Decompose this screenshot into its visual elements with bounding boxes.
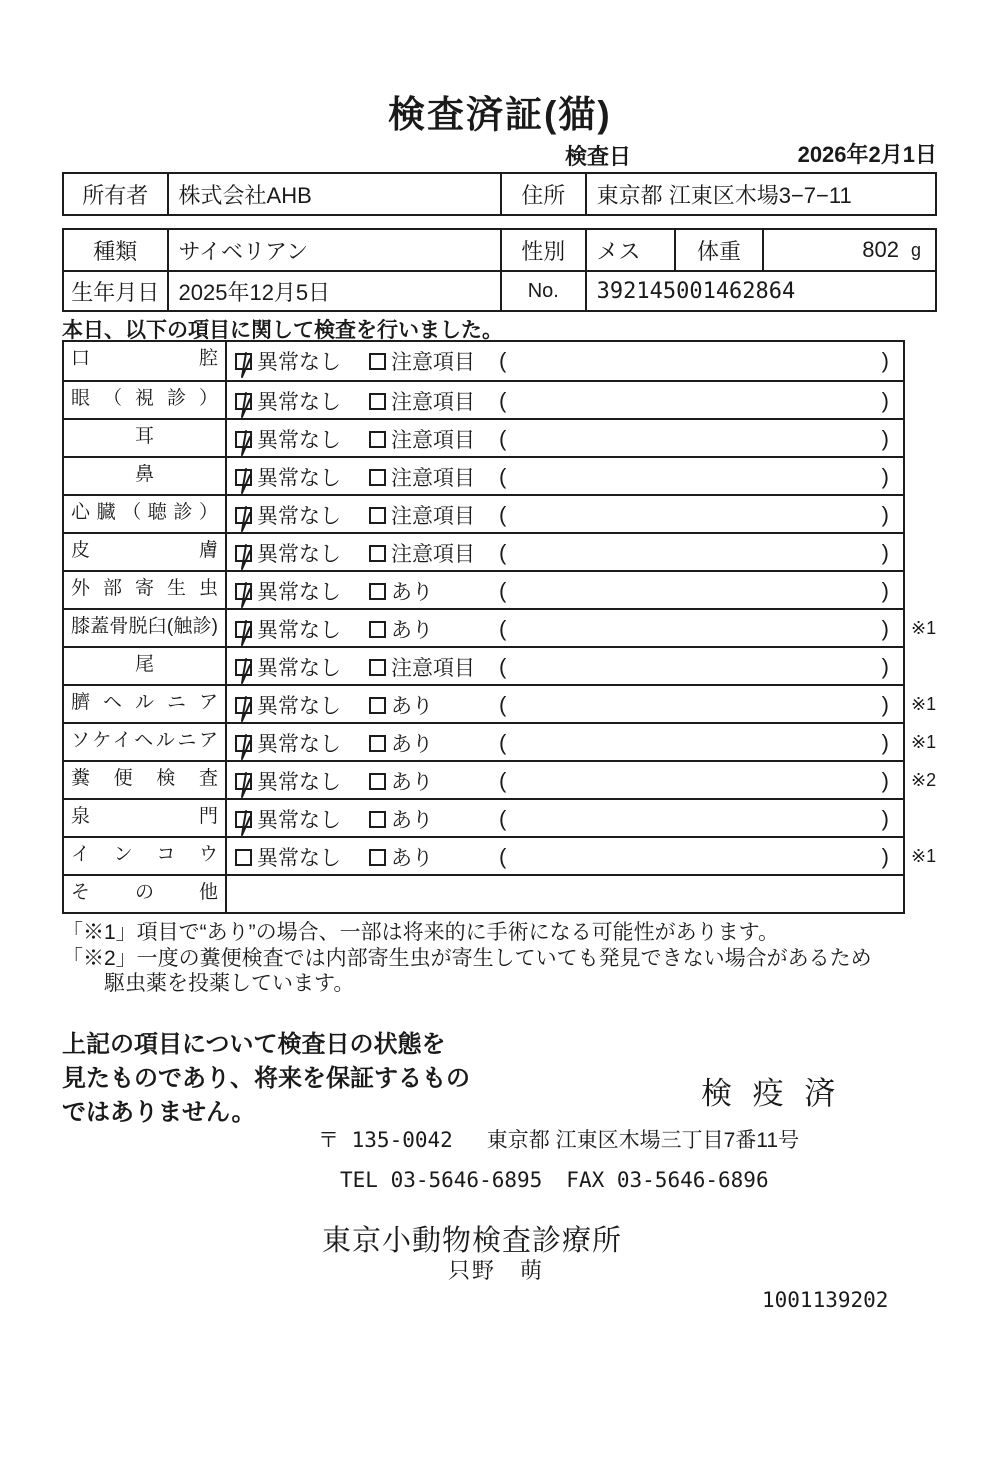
item-label: ソケイヘルニア xyxy=(64,724,227,760)
checkbox-no-abnormality xyxy=(235,353,252,370)
clinic-address-line xyxy=(318,1124,799,1154)
clinic-contact-line xyxy=(340,1168,769,1192)
checklist-row-eyes xyxy=(64,380,903,418)
owner-row xyxy=(64,174,935,214)
number-value: 392145001462864 xyxy=(585,272,935,310)
checkbox-attention-label: 注意項目 xyxy=(391,467,475,490)
checklist-row-fontanelle xyxy=(64,798,903,836)
checkbox-present-label: あり xyxy=(391,847,433,870)
handwritten-check-icon xyxy=(242,735,250,759)
item-label: 口腔 xyxy=(64,342,227,380)
number-label: No. xyxy=(500,272,585,310)
checkbox-attention-label: 注意項目 xyxy=(391,429,475,452)
owner-table xyxy=(62,172,937,216)
checkbox-no-abnormality xyxy=(235,393,252,410)
birthdate-label: 生年月日 xyxy=(71,279,160,305)
postal-code: 〒 135-0042 xyxy=(318,1128,453,1152)
paren-open: ( xyxy=(499,578,507,603)
item-result xyxy=(227,382,903,418)
item-label: 膝蓋骨脱臼(触診) xyxy=(64,610,227,646)
checkbox-no-abnormality-label: 異常なし xyxy=(257,351,341,374)
paren-open: ( xyxy=(499,844,507,869)
species-label: 種類 xyxy=(93,238,138,264)
checkbox-attention xyxy=(369,507,386,524)
checkbox-present-label: あり xyxy=(391,733,433,756)
paren-close: ) xyxy=(881,464,889,489)
handwritten-check-icon xyxy=(242,811,250,835)
checklist-row-patella xyxy=(64,608,937,646)
item-result xyxy=(227,762,903,798)
handwritten-check-icon xyxy=(242,659,250,683)
sex-value: メス xyxy=(585,230,675,270)
handwritten-check-icon xyxy=(242,469,250,493)
checkbox-no-abnormality xyxy=(235,697,252,714)
footnote-marker: ※1 xyxy=(911,694,937,714)
checkbox-no-abnormality xyxy=(235,659,252,676)
paren-close: ) xyxy=(881,806,889,831)
checkbox-attention-label: 注意項目 xyxy=(391,391,475,414)
checkbox-no-abnormality-label: 異常なし xyxy=(257,695,341,718)
checkbox-no-abnormality-label: 異常なし xyxy=(257,847,341,870)
item-label: 泉門 xyxy=(64,800,227,836)
checkbox-present xyxy=(369,773,386,790)
disclaimer-line-2: 見たものであり、将来を保証するもの xyxy=(62,1065,470,1093)
checklist-row-umbilical-hernia xyxy=(64,684,937,722)
paren-close: ) xyxy=(881,426,889,451)
checkbox-no-abnormality xyxy=(235,431,252,448)
handwritten-check-icon xyxy=(242,431,250,455)
checkbox-attention-label: 注意項目 xyxy=(391,505,475,528)
paren-open: ( xyxy=(499,692,507,717)
clinic-address: 東京都 江東区木場三丁目7番11号 xyxy=(486,1129,800,1152)
checkbox-no-abnormality-label: 異常なし xyxy=(257,733,341,756)
checkbox-present xyxy=(369,621,386,638)
paren-open: ( xyxy=(499,348,507,373)
checklist-table xyxy=(62,340,937,914)
item-result xyxy=(227,342,903,380)
footnote-marker: ※1 xyxy=(911,618,937,638)
checkbox-no-abnormality-label: 異常なし xyxy=(257,657,341,680)
species-row xyxy=(64,230,935,270)
examiner-name: 只野 萌 xyxy=(448,1258,545,1283)
paren-close: ) xyxy=(881,730,889,755)
paren-open: ( xyxy=(499,426,507,451)
checkbox-no-abnormality xyxy=(235,849,252,866)
checkbox-attention-label: 注意項目 xyxy=(391,657,475,680)
sex-label: 性別 xyxy=(500,230,585,270)
checkbox-present-label: あり xyxy=(391,771,433,794)
item-label: 眼（視診） xyxy=(64,382,227,418)
document-title: 検査済証(猫) xyxy=(388,94,612,135)
checkbox-present xyxy=(369,583,386,600)
checkbox-no-abnormality-label: 異常なし xyxy=(257,429,341,452)
item-result xyxy=(227,648,903,684)
footnote-marker: ※1 xyxy=(911,846,937,866)
checklist-row-ears xyxy=(64,418,903,456)
checkbox-no-abnormality-label: 異常なし xyxy=(257,391,341,414)
footnote-2: 「※2」一度の糞便検査では内部寄生虫が寄生していても発見できない場合があるため xyxy=(62,947,872,970)
disclaimer-line-1: 上記の項目について検査日の状態を xyxy=(62,1031,446,1058)
weight-label: 体重 xyxy=(674,230,762,270)
item-label: 尾 xyxy=(64,648,227,684)
footnote-marker: ※2 xyxy=(911,770,937,790)
birthdate-value: 2025年12月5日 xyxy=(167,272,500,310)
handwritten-check-icon xyxy=(242,393,250,417)
handwritten-check-icon xyxy=(242,621,250,645)
item-label: インコウ xyxy=(64,838,227,874)
checklist-row-inguinal-hernia xyxy=(64,722,937,760)
weight-number: 802 xyxy=(862,237,899,262)
item-result xyxy=(227,458,903,494)
paren-close: ) xyxy=(881,578,889,603)
checkbox-no-abnormality-label: 異常なし xyxy=(257,619,341,642)
paren-close: ) xyxy=(881,692,889,717)
checkbox-present xyxy=(369,849,386,866)
checkbox-no-abnormality xyxy=(235,583,252,600)
item-label: その他 xyxy=(64,876,227,912)
weight-unit: g xyxy=(910,239,921,260)
checkbox-no-abnormality-label: 異常なし xyxy=(257,581,341,604)
paren-close: ) xyxy=(881,348,889,373)
paren-close: ) xyxy=(881,388,889,413)
checklist-row-skin xyxy=(64,532,903,570)
inspection-date-value: 2026年2月1日 xyxy=(797,142,937,167)
checklist-row-oral xyxy=(64,342,903,380)
birth-row xyxy=(64,270,935,310)
paren-close: ) xyxy=(881,616,889,641)
paren-open: ( xyxy=(499,616,507,641)
disclaimer-line-3: ではありません。 xyxy=(62,1099,256,1127)
handwritten-check-icon xyxy=(242,583,250,607)
checklist-intro: 本日、以下の項目に関して検査を行いました。 xyxy=(62,319,503,342)
checkbox-attention xyxy=(369,545,386,562)
item-label: 皮膚 xyxy=(64,534,227,570)
inspection-date-label: 検査日 xyxy=(565,144,632,169)
checkbox-present xyxy=(369,735,386,752)
address-value: 東京都 江東区木場3−7−11 xyxy=(585,174,935,214)
item-result xyxy=(227,420,903,456)
checkbox-no-abnormality-label: 異常なし xyxy=(257,809,341,832)
clinic-tel: TEL 03-5646-6895 xyxy=(340,1168,543,1192)
checkbox-attention-label: 注意項目 xyxy=(391,543,475,566)
checklist-row-other xyxy=(64,874,903,912)
pet-info-table xyxy=(62,228,937,312)
checkbox-present-label: あり xyxy=(391,619,433,642)
item-label: 心臓（聴診） xyxy=(64,496,227,532)
handwritten-check-icon xyxy=(242,353,250,377)
footnote-2-continued: 駆虫薬を投薬しています。 xyxy=(104,972,355,995)
checkbox-no-abnormality xyxy=(235,507,252,524)
paren-open: ( xyxy=(499,464,507,489)
checkbox-attention xyxy=(369,431,386,448)
handwritten-check-icon xyxy=(242,697,250,721)
checkbox-no-abnormality-label: 異常なし xyxy=(257,771,341,794)
paren-close: ) xyxy=(881,502,889,527)
handwritten-check-icon xyxy=(242,507,250,531)
checklist-row-inkou xyxy=(64,836,937,874)
paren-open: ( xyxy=(499,502,507,527)
checkbox-present-label: あり xyxy=(391,581,433,604)
handwritten-check-icon xyxy=(242,773,250,797)
checkbox-present-label: あり xyxy=(391,809,433,832)
checkbox-no-abnormality-label: 異常なし xyxy=(257,543,341,566)
paren-open: ( xyxy=(499,540,507,565)
clinic-fax: FAX 03-5646-6896 xyxy=(566,1168,769,1192)
checkbox-present xyxy=(369,697,386,714)
paren-open: ( xyxy=(499,654,507,679)
checkbox-no-abnormality-label: 異常なし xyxy=(257,467,341,490)
handwritten-check-icon xyxy=(242,545,250,569)
checkbox-present xyxy=(369,811,386,828)
checkbox-attention xyxy=(369,469,386,486)
item-label: 外部寄生虫 xyxy=(64,572,227,608)
clinic-name: 東京小動物検査診療所 xyxy=(322,1225,623,1257)
paren-open: ( xyxy=(499,806,507,831)
item-result xyxy=(227,534,903,570)
checkbox-attention xyxy=(369,353,386,370)
owner-label: 所有者 xyxy=(82,182,149,208)
checkbox-no-abnormality xyxy=(235,545,252,562)
checklist-row-tail xyxy=(64,646,903,684)
paren-close: ) xyxy=(881,654,889,679)
item-result xyxy=(227,496,903,532)
paren-open: ( xyxy=(499,768,507,793)
footnote-1: 「※1」項目で“あり”の場合、一部は将来的に手術になる可能性があります。 xyxy=(62,921,779,944)
quarantine-passed-text: 検 疫 済 xyxy=(701,1076,842,1111)
checkbox-no-abnormality xyxy=(235,773,252,790)
item-result xyxy=(227,572,903,608)
paren-close: ) xyxy=(881,768,889,793)
checkbox-no-abnormality xyxy=(235,621,252,638)
item-result xyxy=(227,610,903,646)
weight-value xyxy=(762,230,935,270)
paren-open: ( xyxy=(499,730,507,755)
paren-close: ) xyxy=(881,540,889,565)
paren-open: ( xyxy=(499,388,507,413)
checklist-row-external-parasites xyxy=(64,570,903,608)
disclaimer-text xyxy=(62,1028,470,1130)
checklist-row-nose xyxy=(64,456,903,494)
item-result xyxy=(227,838,903,874)
address-label: 住所 xyxy=(500,174,585,214)
checkbox-no-abnormality-label: 異常なし xyxy=(257,505,341,528)
item-result xyxy=(227,724,903,760)
item-label: 鼻 xyxy=(64,458,227,494)
owner-value: 株式会社AHB xyxy=(167,174,500,214)
item-label: 糞便検査 xyxy=(64,762,227,798)
checkbox-attention xyxy=(369,393,386,410)
checkbox-no-abnormality xyxy=(235,469,252,486)
checklist-row-fecal-exam xyxy=(64,760,937,798)
checkbox-no-abnormality xyxy=(235,735,252,752)
footnote-marker: ※1 xyxy=(911,732,937,752)
item-label: 臍ヘルニア xyxy=(64,686,227,722)
item-label: 耳 xyxy=(64,420,227,456)
species-value: サイベリアン xyxy=(167,230,500,270)
checkbox-attention-label: 注意項目 xyxy=(391,351,475,374)
checklist-row-heart xyxy=(64,494,903,532)
item-result xyxy=(227,686,903,722)
paren-close: ) xyxy=(881,844,889,869)
checkbox-attention xyxy=(369,659,386,676)
checkbox-no-abnormality xyxy=(235,811,252,828)
checkbox-present-label: あり xyxy=(391,695,433,718)
item-result xyxy=(227,800,903,836)
document-number: 1001139202 xyxy=(762,1288,889,1312)
item-result-empty xyxy=(227,876,903,912)
